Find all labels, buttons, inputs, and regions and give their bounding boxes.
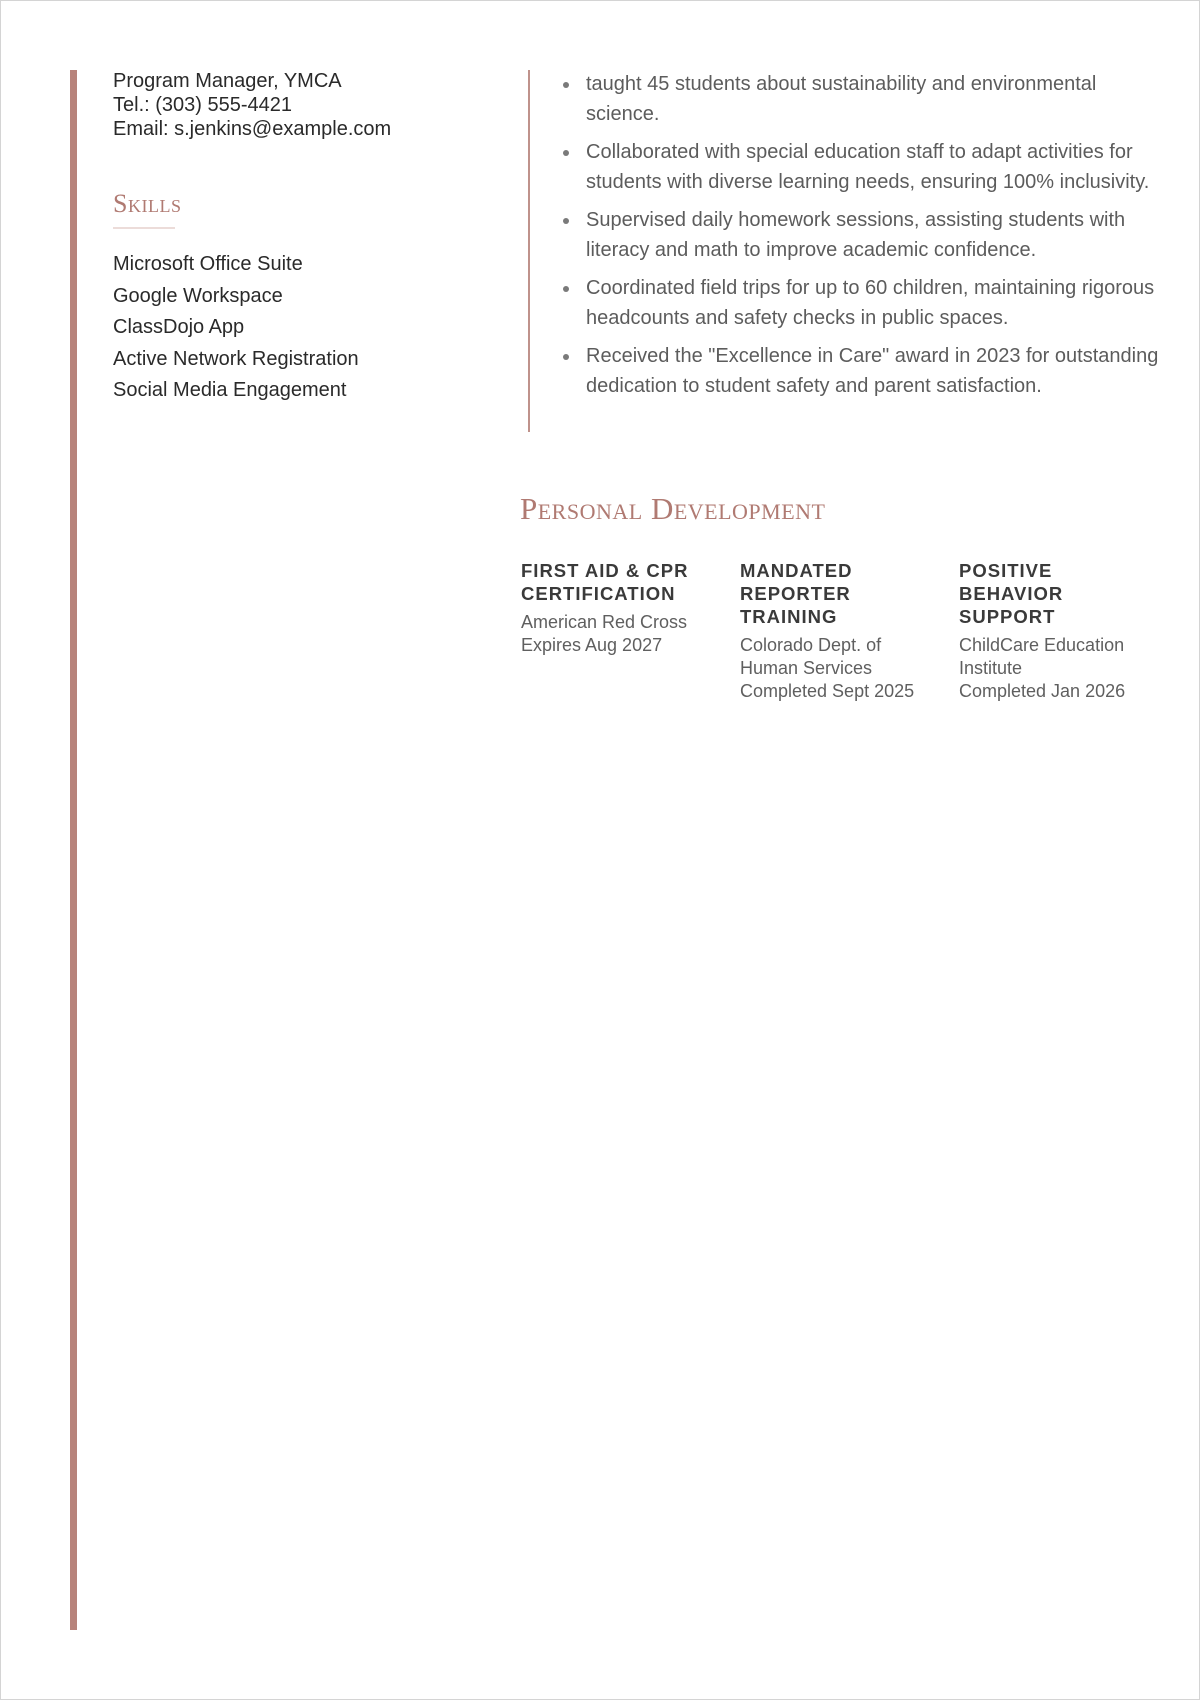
certification-title-line: BEHAVIOR (959, 583, 1064, 604)
left-accent-bar (70, 70, 77, 1630)
certification-detail-line: Expires Aug 2027 (521, 635, 663, 655)
experience-bullet: Received the "Excellence in Care" award in 2023 for outstanding dedication to student safety and parent satisfaction. (586, 341, 1166, 401)
certification-title-line: CERTIFICATION (521, 583, 676, 604)
certification-item (521, 559, 740, 703)
certification-detail-line: Colorado Dept. of (740, 635, 882, 655)
certification-title-line: SUPPORT (959, 606, 1056, 627)
experience-bullet: Coordinated field trips for up to 60 children, maintaining rigorous headcounts and safety checks in public spaces. (586, 273, 1166, 333)
certification-detail-line: ChildCare Education (959, 635, 1125, 655)
reference-email: Email: s.jenkins@example.com (113, 118, 392, 140)
certification-title-line: POSITIVE (959, 560, 1053, 581)
experience-bullet: Collaborated with special education staff to adapt activities for students with diverse learning needs, ensuring 100% inclusivity. (586, 137, 1166, 197)
certification-title-line: TRAINING (740, 606, 838, 627)
skill-item: Social Media Engagement (113, 379, 347, 401)
personal-development-heading: Personal Development (520, 491, 826, 526)
reference-position: Program Manager, YMCA (113, 70, 342, 92)
certification-item (740, 559, 959, 703)
certification-item (959, 559, 1178, 703)
certification-title-line: MANDATED (740, 560, 853, 581)
skill-item: Google Workspace (113, 284, 283, 307)
skills-list (113, 249, 493, 407)
skills-heading: Skills (113, 189, 182, 218)
certification-detail-line: Completed Jan 2026 (959, 681, 1126, 701)
certification-title-line: FIRST AID & CPR (521, 560, 689, 581)
experience-bullet: taught 45 students about sustainability and environmental science. (586, 69, 1166, 129)
reference-phone: Tel.: (303) 555-4421 (113, 94, 293, 116)
left-column (113, 69, 493, 407)
certification-detail-line: American Red Cross (521, 612, 688, 632)
skill-item: Microsoft Office Suite (113, 253, 303, 275)
experience-vertical-rule (528, 70, 530, 432)
reference-block (113, 69, 493, 141)
certification-title-line: REPORTER (740, 583, 851, 604)
skill-item: Active Network Registration (113, 347, 359, 370)
certification-detail-line: Completed Sept 2025 (740, 681, 915, 701)
experience-bullet: Supervised daily homework sessions, assisting students with literacy and math to improve academic confidence. (586, 205, 1166, 265)
certification-detail-line: Human Services (740, 658, 873, 678)
personal-development-grid (521, 559, 1181, 703)
certification-detail-line: Institute (959, 658, 1023, 678)
certification-title (959, 559, 1178, 628)
skill-item: ClassDojo App (113, 316, 245, 338)
experience-bullet-list (561, 69, 1166, 409)
skills-heading-underline (113, 227, 175, 229)
certification-title (740, 559, 959, 628)
certification-title (521, 559, 740, 605)
